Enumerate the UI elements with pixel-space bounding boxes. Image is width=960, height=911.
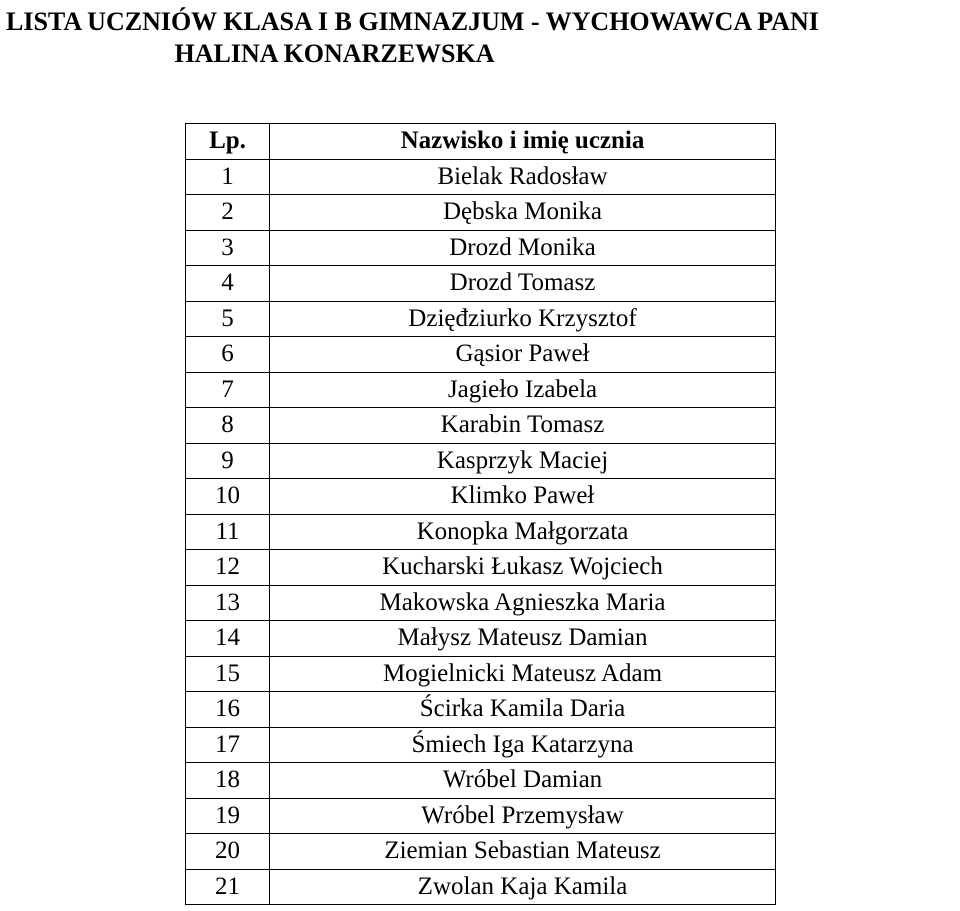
table-body	[186, 159, 776, 905]
row-number: 18	[186, 763, 270, 799]
table-row	[186, 834, 776, 870]
table-row	[186, 798, 776, 834]
table-row	[186, 301, 776, 337]
student-name: Gąsior Paweł	[270, 337, 776, 373]
row-number: 11	[186, 514, 270, 550]
student-name: Śmiech Iga Katarzyna	[270, 727, 776, 763]
table-row	[186, 869, 776, 905]
student-name: Klimko Paweł	[270, 479, 776, 515]
student-name: Makowska Agnieszka Maria	[270, 585, 776, 621]
row-number: 17	[186, 727, 270, 763]
row-number: 8	[186, 408, 270, 444]
table-row	[186, 656, 776, 692]
student-list-table	[185, 123, 776, 905]
student-name: Ziemian Sebastian Mateusz	[270, 834, 776, 870]
row-number: 13	[186, 585, 270, 621]
row-number: 15	[186, 656, 270, 692]
column-header-name: Nazwisko i imię ucznia	[270, 124, 776, 160]
table-row	[186, 550, 776, 586]
page-title-line-1: LISTA UCZNIÓW KLASA I B GIMNAZJUM - WYCHOWAWCA PANI	[6, 7, 819, 36]
student-name: Wróbel Przemysław	[270, 798, 776, 834]
page-title-line-2: HALINA KONARZEWSKA	[174, 39, 495, 68]
table-row	[186, 514, 776, 550]
table-row	[186, 372, 776, 408]
row-number: 21	[186, 869, 270, 905]
table-row	[186, 692, 776, 728]
table-row	[186, 443, 776, 479]
table-row	[186, 479, 776, 515]
student-name: Karabin Tomasz	[270, 408, 776, 444]
student-name: Kasprzyk Maciej	[270, 443, 776, 479]
column-header-lp: Lp.	[186, 124, 270, 160]
table-row	[186, 585, 776, 621]
row-number: 5	[186, 301, 270, 337]
student-name: Mogielnicki Mateusz Adam	[270, 656, 776, 692]
student-name: Ścirka Kamila Daria	[270, 692, 776, 728]
row-number: 19	[186, 798, 270, 834]
row-number: 16	[186, 692, 270, 728]
row-number: 20	[186, 834, 270, 870]
table-row	[186, 230, 776, 266]
student-name: Bielak Radosław	[270, 159, 776, 195]
row-number: 4	[186, 266, 270, 302]
table-row	[186, 727, 776, 763]
student-name: Zwolan Kaja Kamila	[270, 869, 776, 905]
table-row	[186, 763, 776, 799]
table-row	[186, 621, 776, 657]
table-row	[186, 337, 776, 373]
row-number: 3	[186, 230, 270, 266]
table-row	[186, 195, 776, 231]
row-number: 12	[186, 550, 270, 586]
row-number: 14	[186, 621, 270, 657]
row-number: 10	[186, 479, 270, 515]
student-name: Drozd Tomasz	[270, 266, 776, 302]
table-header-row	[186, 124, 776, 160]
table-row	[186, 159, 776, 195]
row-number: 6	[186, 337, 270, 373]
table-row	[186, 266, 776, 302]
student-name: Dzięđziurko Krzysztof	[270, 301, 776, 337]
student-name: Dębska Monika	[270, 195, 776, 231]
row-number: 7	[186, 372, 270, 408]
page-title	[6, 6, 946, 70]
row-number: 2	[186, 195, 270, 231]
student-name: Drozd Monika	[270, 230, 776, 266]
student-name: Jagieło Izabela	[270, 372, 776, 408]
student-name: Konopka Małgorzata	[270, 514, 776, 550]
row-number: 1	[186, 159, 270, 195]
table-row	[186, 408, 776, 444]
row-number: 9	[186, 443, 270, 479]
student-name: Wróbel Damian	[270, 763, 776, 799]
student-name: Kucharski Łukasz Wojciech	[270, 550, 776, 586]
student-name: Małysz Mateusz Damian	[270, 621, 776, 657]
